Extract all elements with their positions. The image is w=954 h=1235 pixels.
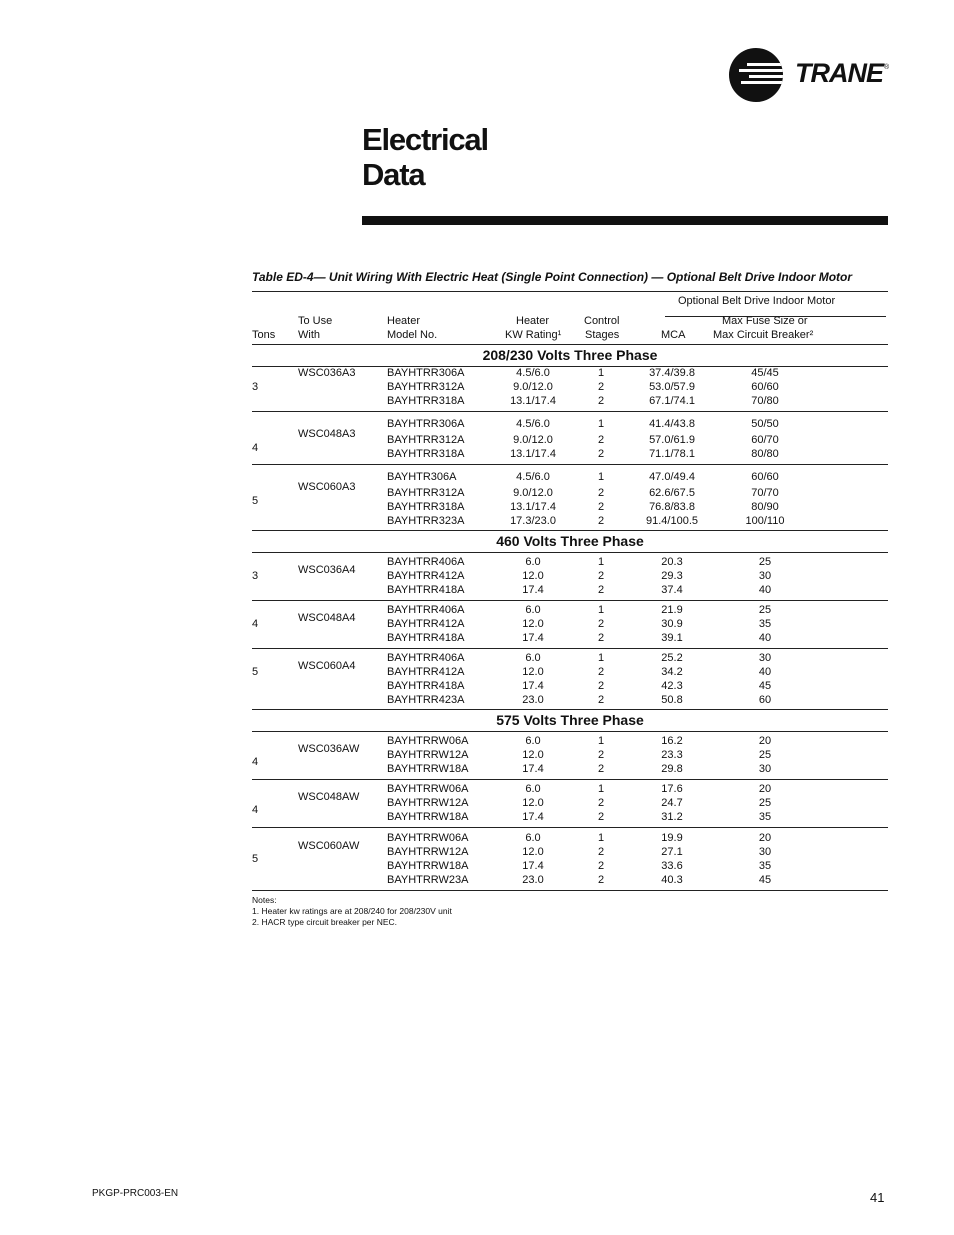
header-fuse-1: Max Fuse Size or	[722, 315, 808, 327]
mca-cell: 30.9	[661, 618, 683, 630]
mca-cell: 39.1	[661, 632, 683, 644]
control-stages-cell: 2	[597, 811, 605, 823]
control-stages-cell: 2	[597, 448, 605, 460]
fuse-size-cell: 45/45	[751, 367, 779, 379]
mca-cell: 24.7	[661, 797, 683, 809]
control-stages-cell: 2	[597, 694, 605, 706]
control-stages-cell: 1	[597, 471, 605, 483]
fuse-size-cell: 30	[758, 846, 772, 858]
fuse-size-cell: 35	[758, 618, 772, 630]
fuse-size-cell: 35	[758, 860, 772, 872]
kw-rating-cell: 17.4	[522, 763, 544, 775]
mca-cell: 50.8	[661, 694, 683, 706]
heater-model-cell: BAYHTRR306A	[387, 367, 465, 379]
mca-cell: 25.2	[661, 652, 683, 664]
heater-model-cell: BAYHTRR406A	[387, 652, 465, 664]
tons-cell: 5	[252, 495, 259, 507]
title-line: Electrical	[362, 122, 488, 157]
group-rule	[252, 779, 888, 780]
fuse-size-cell: 30	[758, 652, 772, 664]
mca-cell: 37.4/39.8	[649, 367, 695, 379]
heater-model-cell: BAYHTRR306A	[387, 418, 465, 430]
group-rule	[252, 890, 888, 891]
kw-rating-cell: 4.5/6.0	[516, 418, 550, 430]
tons-cell: 3	[252, 570, 259, 582]
control-stages-cell: 2	[597, 749, 605, 761]
kw-rating-cell: 23.0	[522, 694, 544, 706]
heater-model-cell: BAYHTRR312A	[387, 487, 465, 499]
trane-logo-icon	[729, 48, 783, 102]
kw-rating-cell: 12.0	[522, 846, 544, 858]
kw-rating-cell: 23.0	[522, 874, 544, 886]
fuse-size-cell: 40	[758, 666, 772, 678]
title-rule	[362, 216, 888, 225]
document-id: PKGP-PRC003-EN	[92, 1188, 179, 1199]
mca-cell: 27.1	[661, 846, 683, 858]
mca-cell: 53.0/57.9	[649, 381, 695, 393]
header-use-1: To Use	[298, 315, 333, 327]
heater-model-cell: BAYHTR306A	[387, 471, 457, 483]
heater-model-cell: BAYHTRR312A	[387, 381, 465, 393]
table-caption: Table ED-4— Unit Wiring With Electric Heat (Single Point Connection) — Optional Belt Drive Indoor Motor	[252, 270, 853, 284]
control-stages-cell: 2	[597, 846, 605, 858]
fuse-size-cell: 60/60	[751, 471, 779, 483]
control-stages-cell: 2	[597, 666, 605, 678]
mca-cell: 33.6	[661, 860, 683, 872]
kw-rating-cell: 9.0/12.0	[513, 434, 553, 446]
fuse-size-cell: 40	[758, 632, 772, 644]
heater-model-cell: BAYHTRR406A	[387, 556, 465, 568]
kw-rating-cell: 6.0	[525, 652, 541, 664]
use-with-cell: WSC036AW	[298, 743, 360, 755]
mca-cell: 21.9	[661, 604, 683, 616]
heater-model-cell: BAYHTRRW12A	[387, 846, 469, 858]
use-with-cell: WSC060A4	[298, 660, 356, 672]
kw-rating-cell: 4.5/6.0	[516, 367, 550, 379]
tons-cell: 3	[252, 381, 259, 393]
heater-model-cell: BAYHTRR318A	[387, 448, 465, 460]
mca-cell: 29.8	[661, 763, 683, 775]
header-fuse-2: Max Circuit Breaker²	[713, 329, 814, 341]
mca-cell: 34.2	[661, 666, 683, 678]
control-stages-cell: 2	[597, 515, 605, 527]
control-stages-cell: 1	[597, 556, 605, 568]
fuse-size-cell: 80/80	[751, 448, 779, 460]
kw-rating-cell: 17.3/23.0	[510, 515, 556, 527]
mca-cell: 29.3	[661, 570, 683, 582]
kw-rating-cell: 4.5/6.0	[516, 471, 550, 483]
header-use-2: With	[298, 329, 320, 341]
kw-rating-cell: 12.0	[522, 797, 544, 809]
use-with-cell: WSC048A4	[298, 612, 356, 624]
heater-model-cell: BAYHTRRW06A	[387, 735, 469, 747]
kw-rating-cell: 13.1/17.4	[510, 448, 556, 460]
note-1: 1. Heater kw ratings are at 208/240 for 208/230V unit	[252, 906, 452, 916]
mca-cell: 37.4	[661, 584, 683, 596]
control-stages-cell: 1	[597, 783, 605, 795]
heater-model-cell: BAYHTRR418A	[387, 632, 465, 644]
header-heater-1: Heater	[387, 315, 421, 327]
group-rule	[252, 827, 888, 828]
kw-rating-cell: 12.0	[522, 749, 544, 761]
heater-model-cell: BAYHTRRW18A	[387, 860, 469, 872]
tons-cell: 4	[252, 756, 259, 768]
fuse-size-cell: 20	[758, 735, 772, 747]
use-with-cell: WSC060A3	[298, 481, 356, 493]
section-heading: 460 Volts Three Phase	[496, 533, 644, 549]
heater-model-cell: BAYHTRR323A	[387, 515, 465, 527]
trane-logo	[729, 48, 899, 104]
heater-model-cell: BAYHTRR418A	[387, 584, 465, 596]
header-tons: Tons	[252, 329, 276, 341]
kw-rating-cell: 6.0	[525, 735, 541, 747]
heater-model-cell: BAYHTRRW06A	[387, 832, 469, 844]
kw-rating-cell: 6.0	[525, 604, 541, 616]
section-heading: 208/230 Volts Three Phase	[482, 347, 658, 363]
fuse-size-cell: 60/70	[751, 434, 779, 446]
control-stages-cell: 2	[597, 381, 605, 393]
control-stages-cell: 2	[597, 395, 605, 407]
mca-cell: 41.4/43.8	[649, 418, 695, 430]
kw-rating-cell: 17.4	[522, 860, 544, 872]
fuse-size-cell: 70/70	[751, 487, 779, 499]
kw-rating-cell: 6.0	[525, 783, 541, 795]
kw-rating-cell: 12.0	[522, 666, 544, 678]
tons-cell: 4	[252, 618, 259, 630]
mca-cell: 20.3	[661, 556, 683, 568]
control-stages-cell: 2	[597, 584, 605, 596]
kw-rating-cell: 9.0/12.0	[513, 487, 553, 499]
heater-model-cell: BAYHTRRW06A	[387, 783, 469, 795]
control-stages-cell: 2	[597, 763, 605, 775]
kw-rating-cell: 17.4	[522, 584, 544, 596]
fuse-size-cell: 30	[758, 570, 772, 582]
control-stages-cell: 2	[597, 632, 605, 644]
brand-wordmark: TRANE	[795, 58, 883, 88]
registered-mark: ®	[884, 64, 890, 71]
fuse-size-cell: 25	[758, 797, 772, 809]
control-stages-cell: 1	[597, 832, 605, 844]
mca-cell: 67.1/74.1	[649, 395, 695, 407]
control-stages-cell: 2	[597, 434, 605, 446]
mca-cell: 16.2	[661, 735, 683, 747]
heater-model-cell: BAYHTRR412A	[387, 666, 465, 678]
mca-cell: 91.4/100.5	[646, 515, 698, 527]
fuse-size-cell: 25	[758, 749, 772, 761]
section-rule	[252, 344, 888, 345]
control-stages-cell: 2	[597, 797, 605, 809]
use-with-cell: WSC048AW	[298, 791, 360, 803]
fuse-size-cell: 70/80	[751, 395, 779, 407]
mca-cell: 71.1/78.1	[649, 448, 695, 460]
header-group: Optional Belt Drive Indoor Motor	[678, 295, 836, 307]
kw-rating-cell: 12.0	[522, 618, 544, 630]
heater-model-cell: BAYHTRR412A	[387, 570, 465, 582]
control-stages-cell: 2	[597, 618, 605, 630]
heater-model-cell: BAYHTRR406A	[387, 604, 465, 616]
mca-cell: 76.8/83.8	[649, 501, 695, 513]
section-rule	[252, 731, 888, 732]
header-kw-1: Heater	[516, 315, 550, 327]
page-number: 41	[870, 1190, 885, 1205]
kw-rating-cell: 6.0	[525, 832, 541, 844]
heater-model-cell: BAYHTRR412A	[387, 618, 465, 630]
heater-model-cell: BAYHTRRW23A	[387, 874, 469, 886]
kw-rating-cell: 12.0	[522, 570, 544, 582]
use-with-cell: WSC060AW	[298, 840, 360, 852]
mca-cell: 47.0/49.4	[649, 471, 695, 483]
title-line: Data	[362, 157, 425, 192]
fuse-size-cell: 60/60	[751, 381, 779, 393]
group-rule	[252, 411, 888, 412]
heater-model-cell: BAYHTRR318A	[387, 501, 465, 513]
mca-cell: 19.9	[661, 832, 683, 844]
kw-rating-cell: 17.4	[522, 680, 544, 692]
header-kw-2: KW Rating¹	[505, 329, 562, 341]
tons-cell: 4	[252, 442, 259, 454]
control-stages-cell: 1	[597, 652, 605, 664]
kw-rating-cell: 9.0/12.0	[513, 381, 553, 393]
fuse-size-cell: 20	[758, 783, 772, 795]
heater-model-cell: BAYHTRRW12A	[387, 797, 469, 809]
heater-model-cell: BAYHTRRW12A	[387, 749, 469, 761]
control-stages-cell: 1	[597, 735, 605, 747]
fuse-size-cell: 40	[758, 584, 772, 596]
control-stages-cell: 2	[597, 501, 605, 513]
header-mca: MCA	[661, 329, 686, 341]
table-notes	[252, 895, 452, 928]
control-stages-cell: 1	[597, 418, 605, 430]
notes-heading: Notes:	[252, 895, 277, 905]
kw-rating-cell: 17.4	[522, 811, 544, 823]
heater-model-cell: BAYHTRRW18A	[387, 763, 469, 775]
tons-cell: 4	[252, 804, 259, 816]
kw-rating-cell: 13.1/17.4	[510, 501, 556, 513]
control-stages-cell: 2	[597, 487, 605, 499]
section-rule	[252, 552, 888, 553]
mca-cell: 40.3	[661, 874, 683, 886]
note-2: 2. HACR type circuit breaker per NEC.	[252, 917, 398, 927]
section-rule	[252, 530, 888, 531]
header-ctrl-1: Control	[584, 315, 620, 327]
use-with-cell: WSC048A3	[298, 428, 356, 440]
mca-cell: 23.3	[661, 749, 683, 761]
control-stages-cell: 1	[597, 367, 605, 379]
group-rule	[252, 648, 888, 649]
mca-cell: 62.6/67.5	[649, 487, 695, 499]
tons-cell: 5	[252, 853, 259, 865]
control-stages-cell: 1	[597, 604, 605, 616]
tons-cell: 5	[252, 666, 259, 678]
fuse-size-cell: 25	[758, 556, 772, 568]
use-with-cell: WSC036A4	[298, 564, 356, 576]
fuse-size-cell: 35	[758, 811, 772, 823]
fuse-size-cell: 80/90	[751, 501, 779, 513]
header-ctrl-2: Stages	[585, 329, 620, 341]
control-stages-cell: 2	[597, 860, 605, 872]
group-rule	[252, 600, 888, 601]
fuse-size-cell: 50/50	[751, 418, 779, 430]
mca-cell: 17.6	[661, 783, 683, 795]
mca-cell: 31.2	[661, 811, 683, 823]
kw-rating-cell: 6.0	[525, 556, 541, 568]
group-rule	[252, 464, 888, 465]
control-stages-cell: 2	[597, 680, 605, 692]
header-heater-2: Model No.	[387, 329, 438, 341]
control-stages-cell: 2	[597, 874, 605, 886]
section-rule	[252, 709, 888, 710]
heater-model-cell: BAYHTRR423A	[387, 694, 465, 706]
kw-rating-cell: 17.4	[522, 632, 544, 644]
heater-model-cell: BAYHTRR312A	[387, 434, 465, 446]
fuse-size-cell: 45	[758, 680, 772, 692]
fuse-size-cell: 100/110	[745, 515, 785, 527]
fuse-size-cell: 25	[758, 604, 772, 616]
mca-cell: 42.3	[661, 680, 683, 692]
mca-cell: 57.0/61.9	[649, 434, 695, 446]
fuse-size-cell: 45	[758, 874, 772, 886]
section-heading: 575 Volts Three Phase	[496, 712, 644, 728]
kw-rating-cell: 13.1/17.4	[510, 395, 556, 407]
use-with-cell: WSC036A3	[298, 367, 356, 379]
fuse-size-cell: 20	[758, 832, 772, 844]
fuse-size-cell: 60	[758, 694, 772, 706]
page-title	[362, 122, 488, 192]
fuse-size-cell: 30	[758, 763, 772, 775]
table-top-rule	[252, 291, 888, 292]
heater-model-cell: BAYHTRRW18A	[387, 811, 469, 823]
heater-model-cell: BAYHTRR318A	[387, 395, 465, 407]
control-stages-cell: 2	[597, 570, 605, 582]
heater-model-cell: BAYHTRR418A	[387, 680, 465, 692]
